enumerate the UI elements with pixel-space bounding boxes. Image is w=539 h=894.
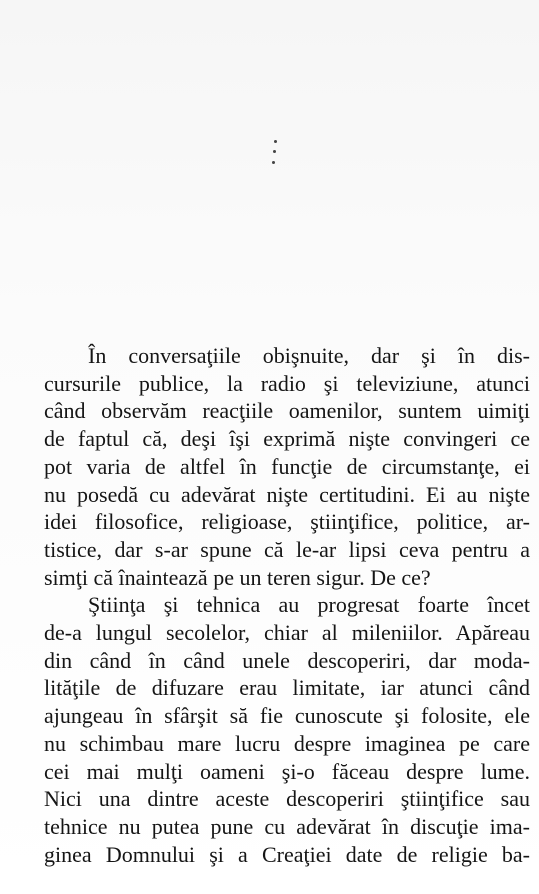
text-line: ajungeau în sfârşit să fie cunoscute şi folosite, ele: [44, 703, 530, 729]
text-line: când observăm reacţiile oamenilor, suntem uimiţi: [44, 398, 530, 424]
ornament-mark: [271, 140, 279, 166]
text-line: de faptul că, deşi îşi exprimă nişte convingeri ce: [44, 426, 530, 452]
text-line: de-a lungul secolelor, chiar al mileniilor. Apăreau: [44, 620, 530, 646]
text-line: pot varia de altfel în funcţie de circumstanţe, ei: [44, 453, 530, 479]
text-line: idei filosofice, religioase, ştiinţifice, politice, ar-: [44, 509, 530, 535]
text-line: cursurile publice, la radio şi televiziune, atunci: [44, 370, 530, 396]
paragraph-2: [44, 591, 530, 868]
text-line: nu posedă cu adevărat nişte certitudini. Ei au nişte: [44, 481, 530, 507]
paragraph-1: [44, 342, 530, 591]
text-line: ginea Domnului şi a Creaţiei date de religie ba-: [44, 841, 530, 867]
text-line: lităţile de difuzare erau limitate, iar atunci când: [44, 675, 530, 701]
text-line: simţi că înaintează pe un teren sigur. De ce?: [44, 564, 431, 590]
text-line: din când în când unele descoperiri, dar moda-: [44, 647, 530, 673]
body-text: [44, 342, 530, 868]
text-line: Nici una dintre aceste descoperiri ştiinţifice sau: [44, 786, 530, 812]
text-line: tistice, dar s-ar spune că le-ar lipsi ceva pentru a: [44, 536, 530, 562]
text-line: cei mai mulţi oameni şi-o făceau despre lume.: [44, 758, 530, 784]
text-line: nu schimbau mare lucru despre imaginea pe care: [44, 730, 530, 756]
text-line: În conversaţiile obişnuite, dar şi în dis-: [88, 343, 530, 368]
text-line: tehnice nu putea pune cu adevărat în discuţie ima-: [44, 813, 530, 839]
text-line: Ştiinţa şi tehnica au progresat foarte încet: [88, 592, 530, 618]
